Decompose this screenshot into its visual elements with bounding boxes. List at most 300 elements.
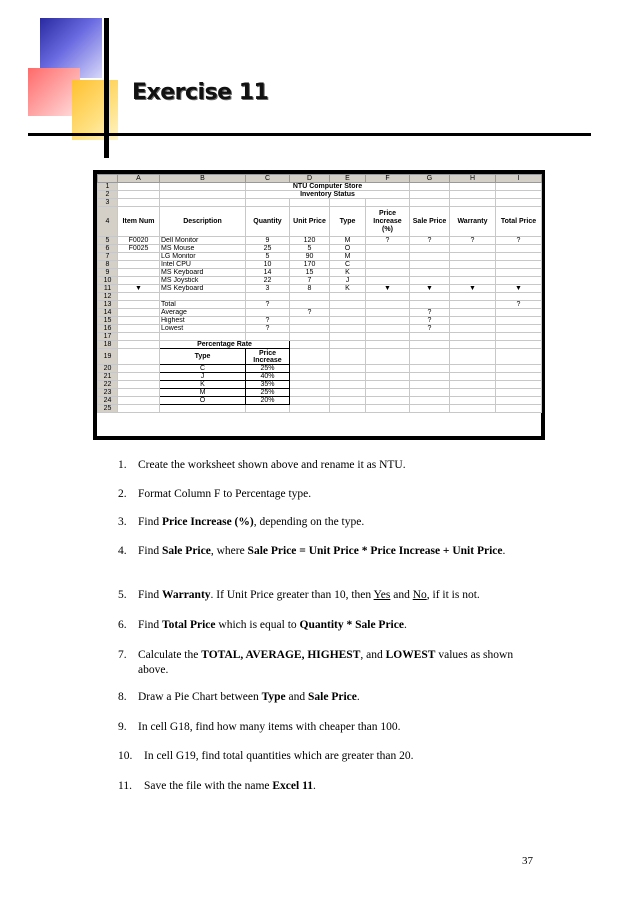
step-text-part: In cell G18, find how many items with cheaper than 100. [138, 721, 401, 733]
step-number: 1. [118, 459, 127, 471]
step-text-bold: TOTAL, AVERAGE, HIGHEST [201, 649, 361, 661]
empty-cell [496, 397, 542, 405]
step-text-bold: Warranty [161, 589, 211, 601]
step-text-bold: Sale Price = Unit Price * Price Increase + Unit Price [247, 545, 503, 557]
step-text [138, 618, 528, 633]
empty-cell [118, 349, 160, 365]
step-text-part: Find [138, 619, 162, 631]
step-text-part: In cell G19, find total quantities which are greater than 20. [144, 750, 414, 762]
sheet-row [98, 317, 542, 325]
empty-cell [366, 341, 410, 349]
total-price-cell [496, 253, 542, 261]
type-cell: M [330, 253, 366, 261]
highest-quantity-cell: ? [246, 317, 290, 325]
sheet-row [98, 269, 542, 277]
type-cell: O [330, 245, 366, 253]
step-text-part: Find [138, 516, 162, 528]
rate-type-cell: O [160, 397, 246, 405]
row-number: 5 [98, 237, 118, 245]
rate-value-cell: 20% [246, 397, 290, 405]
column-label-description: Description [160, 207, 246, 237]
step-text-part: . If Unit Price greater than 10, then [210, 589, 374, 601]
step-text-part: values as shown above. [138, 649, 514, 676]
instruction-step [118, 588, 528, 603]
empty-cell [330, 325, 366, 333]
row-number: 18 [98, 341, 118, 349]
sale-price-cell [410, 245, 450, 253]
unit-price-cell: 5 [290, 245, 330, 253]
sale-price-cell [410, 277, 450, 285]
instruction-step [118, 618, 528, 633]
step-text-bold: Quantity * Sale Price [299, 619, 404, 631]
column-header: B [160, 175, 246, 183]
step-text-bold: Total Price [161, 619, 216, 631]
step-number: 4. [118, 545, 127, 557]
sale-price-cell [410, 261, 450, 269]
description-cell: MS Keyboard [160, 269, 246, 277]
item-num-cell: F0020 [118, 237, 160, 245]
rate-value-cell: 25% [246, 389, 290, 397]
sheet-row [98, 261, 542, 269]
empty-cell [366, 389, 410, 397]
row-number: 21 [98, 373, 118, 381]
rate-value-cell: 25% [246, 365, 290, 373]
step-text-part: and [390, 589, 413, 601]
empty-cell [496, 309, 542, 317]
empty-cell [330, 301, 366, 309]
empty-cell [496, 317, 542, 325]
empty-cell [246, 293, 290, 301]
unit-price-cell: 8 [290, 285, 330, 293]
down-arrow-icon: ▼ [515, 285, 522, 292]
item-num-cell [118, 253, 160, 261]
warranty-cell [450, 245, 496, 253]
rate-type-cell: J [160, 373, 246, 381]
step-text-bold: Price Increase (%) [161, 516, 254, 528]
page-number: 37 [522, 855, 533, 867]
column-header: G [410, 175, 450, 183]
empty-cell [450, 405, 496, 413]
row-number: 12 [98, 293, 118, 301]
empty-cell [366, 397, 410, 405]
total-price-cell [496, 269, 542, 277]
column-header: A [118, 175, 160, 183]
empty-cell [450, 365, 496, 373]
column-label-type: Type [330, 207, 366, 237]
empty-cell [160, 183, 246, 191]
empty-cell [410, 349, 450, 365]
step-text-part: Find [138, 545, 162, 557]
empty-cell [290, 293, 330, 301]
row-number: 14 [98, 309, 118, 317]
empty-cell [496, 333, 542, 341]
highest-label: Highest [160, 317, 246, 325]
step-text-part: , where [210, 545, 248, 557]
empty-cell [496, 373, 542, 381]
step-text [138, 648, 528, 678]
decor-yellow-square [72, 80, 118, 140]
lowest-sale-price-cell: ? [410, 325, 450, 333]
empty-cell [410, 373, 450, 381]
lowest-quantity-cell: ? [246, 325, 290, 333]
empty-cell [118, 373, 160, 381]
average-label: Average [160, 309, 246, 317]
empty-cell [450, 183, 496, 191]
empty-cell [450, 309, 496, 317]
warranty-cell [450, 285, 496, 293]
empty-cell [450, 199, 496, 207]
empty-cell [366, 365, 410, 373]
empty-cell [330, 405, 366, 413]
row-number: 20 [98, 365, 118, 373]
column-label-item-num: Item Num [118, 207, 160, 237]
sheet-row [98, 325, 542, 333]
step-text-part: . [312, 780, 316, 792]
column-header: D [290, 175, 330, 183]
empty-cell [330, 309, 366, 317]
average-sale-price-cell: ? [410, 309, 450, 317]
sheet-row [98, 285, 542, 293]
empty-cell [290, 381, 330, 389]
row-number: 13 [98, 301, 118, 309]
empty-cell [118, 293, 160, 301]
quantity-cell: 25 [246, 245, 290, 253]
description-cell: Intel CPU [160, 261, 246, 269]
unit-price-cell: 170 [290, 261, 330, 269]
empty-cell [410, 199, 450, 207]
empty-cell [410, 405, 450, 413]
item-num-cell [118, 261, 160, 269]
row-number: 4 [98, 207, 118, 237]
row-number: 19 [98, 349, 118, 365]
step-number: 9. [118, 721, 127, 733]
instruction-step [118, 690, 528, 705]
empty-cell [496, 405, 542, 413]
sheet-row [98, 309, 542, 317]
row-number: 7 [98, 253, 118, 261]
warranty-cell [450, 253, 496, 261]
down-arrow-icon: ▼ [426, 285, 433, 292]
empty-cell [496, 381, 542, 389]
column-header: C [246, 175, 290, 183]
row-number: 8 [98, 261, 118, 269]
description-cell: MS Keyboard [160, 285, 246, 293]
empty-cell [160, 199, 246, 207]
empty-cell [118, 183, 160, 191]
empty-cell [450, 325, 496, 333]
empty-cell [118, 341, 160, 349]
empty-cell [290, 405, 330, 413]
empty-cell [496, 325, 542, 333]
row-number: 23 [98, 389, 118, 397]
row-number: 24 [98, 397, 118, 405]
empty-cell [410, 365, 450, 373]
unit-price-cell: 90 [290, 253, 330, 261]
empty-cell [118, 333, 160, 341]
step-text-part: Calculate the [138, 649, 202, 661]
sheet-row [98, 341, 542, 349]
step-text [138, 515, 528, 530]
instruction-step [118, 749, 528, 764]
unit-price-cell: 7 [290, 277, 330, 285]
empty-cell [330, 349, 366, 365]
empty-cell [118, 365, 160, 373]
empty-cell [410, 381, 450, 389]
highest-sale-price-cell: ? [410, 317, 450, 325]
sale-price-cell [410, 285, 450, 293]
empty-cell [160, 405, 246, 413]
empty-cell [290, 349, 330, 365]
price-increase-cell [366, 253, 410, 261]
empty-cell [118, 191, 160, 199]
empty-cell [496, 199, 542, 207]
empty-cell [290, 341, 330, 349]
step-number: 8. [118, 691, 127, 703]
empty-cell [410, 389, 450, 397]
step-text [138, 690, 528, 705]
total-price-cell [496, 277, 542, 285]
empty-cell [366, 349, 410, 365]
type-cell: K [330, 285, 366, 293]
empty-cell [366, 199, 410, 207]
empty-cell [118, 325, 160, 333]
step-text [144, 779, 528, 794]
column-header: F [366, 175, 410, 183]
empty-cell [160, 293, 246, 301]
sheet-row [98, 349, 542, 365]
row-number: 16 [98, 325, 118, 333]
rate-type-header: Type [160, 349, 246, 365]
empty-cell [330, 199, 366, 207]
unit-price-cell: 15 [290, 269, 330, 277]
instruction-step [118, 544, 528, 559]
type-cell: K [330, 269, 366, 277]
empty-cell [118, 405, 160, 413]
step-text-part: Format Column F to Percentage type. [138, 488, 312, 500]
step-text-underline: No [412, 589, 427, 601]
empty-cell [496, 365, 542, 373]
empty-cell [330, 389, 366, 397]
description-cell: Dell Monitor [160, 237, 246, 245]
step-text [138, 720, 528, 735]
price-increase-cell [366, 261, 410, 269]
sheet-header-row [98, 207, 542, 237]
empty-cell [330, 317, 366, 325]
empty-cell [450, 341, 496, 349]
empty-cell [330, 293, 366, 301]
step-text [138, 487, 528, 502]
empty-cell [290, 317, 330, 325]
empty-cell [290, 301, 330, 309]
row-number: 11 [98, 285, 118, 293]
quantity-cell: 5 [246, 253, 290, 261]
empty-cell [450, 373, 496, 381]
quantity-cell: 14 [246, 269, 290, 277]
empty-cell [410, 301, 450, 309]
empty-cell [496, 191, 542, 199]
empty-cell [366, 381, 410, 389]
header-rule [28, 133, 591, 136]
rate-increase-header: Price Increase [246, 349, 290, 365]
empty-cell [246, 199, 290, 207]
empty-cell [366, 301, 410, 309]
item-num-cell: F0025 [118, 245, 160, 253]
instruction-step [118, 515, 528, 530]
rate-value-cell: 35% [246, 381, 290, 389]
empty-cell [290, 199, 330, 207]
row-number: 15 [98, 317, 118, 325]
step-text [138, 544, 528, 559]
empty-cell [290, 397, 330, 405]
lowest-label: Lowest [160, 325, 246, 333]
empty-cell [450, 397, 496, 405]
empty-cell [330, 341, 366, 349]
column-header: E [330, 175, 366, 183]
sheet-row [98, 389, 542, 397]
step-text-part: Create the worksheet shown above and rename it as NTU. [138, 459, 406, 471]
empty-cell [160, 191, 246, 199]
step-text-bold: Sale Price [161, 545, 211, 557]
step-number: 6. [118, 619, 127, 631]
rate-type-cell: C [160, 365, 246, 373]
type-cell: M [330, 237, 366, 245]
warranty-cell [450, 277, 496, 285]
sheet-row [98, 333, 542, 341]
sheet-row [98, 381, 542, 389]
column-label-quantity: Quantity [246, 207, 290, 237]
quantity-cell: 10 [246, 261, 290, 269]
step-text-part: , depending on the type. [253, 516, 365, 528]
step-text-part: . [356, 691, 360, 703]
price-increase-cell: ? [366, 237, 410, 245]
column-label-price-increase: Price Increase (%) [366, 207, 410, 237]
empty-cell [366, 309, 410, 317]
column-header [98, 175, 118, 183]
sheet-row [98, 183, 542, 191]
empty-cell [330, 381, 366, 389]
column-label-warranty: Warranty [450, 207, 496, 237]
empty-cell [290, 333, 330, 341]
empty-cell [496, 341, 542, 349]
down-arrow-icon: ▼ [384, 285, 391, 292]
empty-cell [366, 325, 410, 333]
empty-cell [366, 317, 410, 325]
average-unit-price-cell: ? [290, 309, 330, 317]
empty-cell [450, 333, 496, 341]
sheet-subtitle: Inventory Status [246, 191, 410, 199]
sheet-row [98, 397, 542, 405]
step-text [138, 458, 528, 473]
down-arrow-icon: ▼ [135, 285, 142, 292]
type-cell: J [330, 277, 366, 285]
sheet-row [98, 191, 542, 199]
step-text [138, 588, 528, 603]
instruction-step [118, 648, 528, 678]
row-number: 1 [98, 183, 118, 191]
empty-cell [118, 317, 160, 325]
empty-cell [450, 381, 496, 389]
step-number: 7. [118, 649, 127, 661]
item-num-cell [118, 269, 160, 277]
sheet-title: NTU Computer Store [246, 183, 410, 191]
instruction-step [118, 779, 528, 794]
empty-cell [496, 293, 542, 301]
warranty-cell [450, 269, 496, 277]
sheet-row [98, 301, 542, 309]
row-number: 22 [98, 381, 118, 389]
type-cell: C [330, 261, 366, 269]
empty-cell [450, 389, 496, 397]
row-number: 25 [98, 405, 118, 413]
sale-price-cell [410, 269, 450, 277]
description-cell: LG Monitor [160, 253, 246, 261]
sheet-row [98, 365, 542, 373]
empty-cell [450, 293, 496, 301]
decor-vertical-bar [104, 18, 109, 158]
step-number: 5. [118, 589, 127, 601]
empty-cell [496, 389, 542, 397]
empty-cell [330, 373, 366, 381]
total-price-cell [496, 261, 542, 269]
step-text-part: , and [360, 649, 386, 661]
empty-cell [450, 349, 496, 365]
instruction-step [118, 720, 528, 735]
total-price-cell [496, 285, 542, 293]
price-increase-cell [366, 269, 410, 277]
sheet-row [98, 245, 542, 253]
column-label-sale-price: Sale Price [410, 207, 450, 237]
quantity-cell: 3 [246, 285, 290, 293]
rate-type-cell: K [160, 381, 246, 389]
step-text-part: Find [138, 589, 162, 601]
sheet-row [98, 405, 542, 413]
sheet-row [98, 293, 542, 301]
description-cell: MS Joystick [160, 277, 246, 285]
empty-cell [118, 397, 160, 405]
empty-cell [366, 405, 410, 413]
row-number: 10 [98, 277, 118, 285]
page-title: Exercise 11 [132, 80, 269, 105]
empty-cell [330, 333, 366, 341]
empty-cell [366, 293, 410, 301]
item-num-cell [118, 285, 160, 293]
total-label: Total [160, 301, 246, 309]
empty-cell [496, 349, 542, 365]
sale-price-cell: ? [410, 237, 450, 245]
step-text-part: , if it is not. [426, 589, 480, 601]
step-text [144, 749, 528, 764]
step-number: 10. [118, 750, 133, 762]
empty-cell [410, 293, 450, 301]
quantity-cell: 9 [246, 237, 290, 245]
row-number: 17 [98, 333, 118, 341]
total-price-cell: ? [496, 237, 542, 245]
description-cell: MS Mouse [160, 245, 246, 253]
empty-cell [410, 191, 450, 199]
sheet-row [98, 237, 542, 245]
empty-cell [160, 333, 246, 341]
row-number: 3 [98, 199, 118, 207]
column-label-unit-price: Unit Price [290, 207, 330, 237]
step-text-part: . [403, 619, 407, 631]
item-num-cell [118, 277, 160, 285]
instruction-step [118, 458, 528, 473]
row-number: 2 [98, 191, 118, 199]
empty-cell [118, 309, 160, 317]
total-quantity-cell: ? [246, 301, 290, 309]
empty-cell [246, 405, 290, 413]
row-number: 9 [98, 269, 118, 277]
